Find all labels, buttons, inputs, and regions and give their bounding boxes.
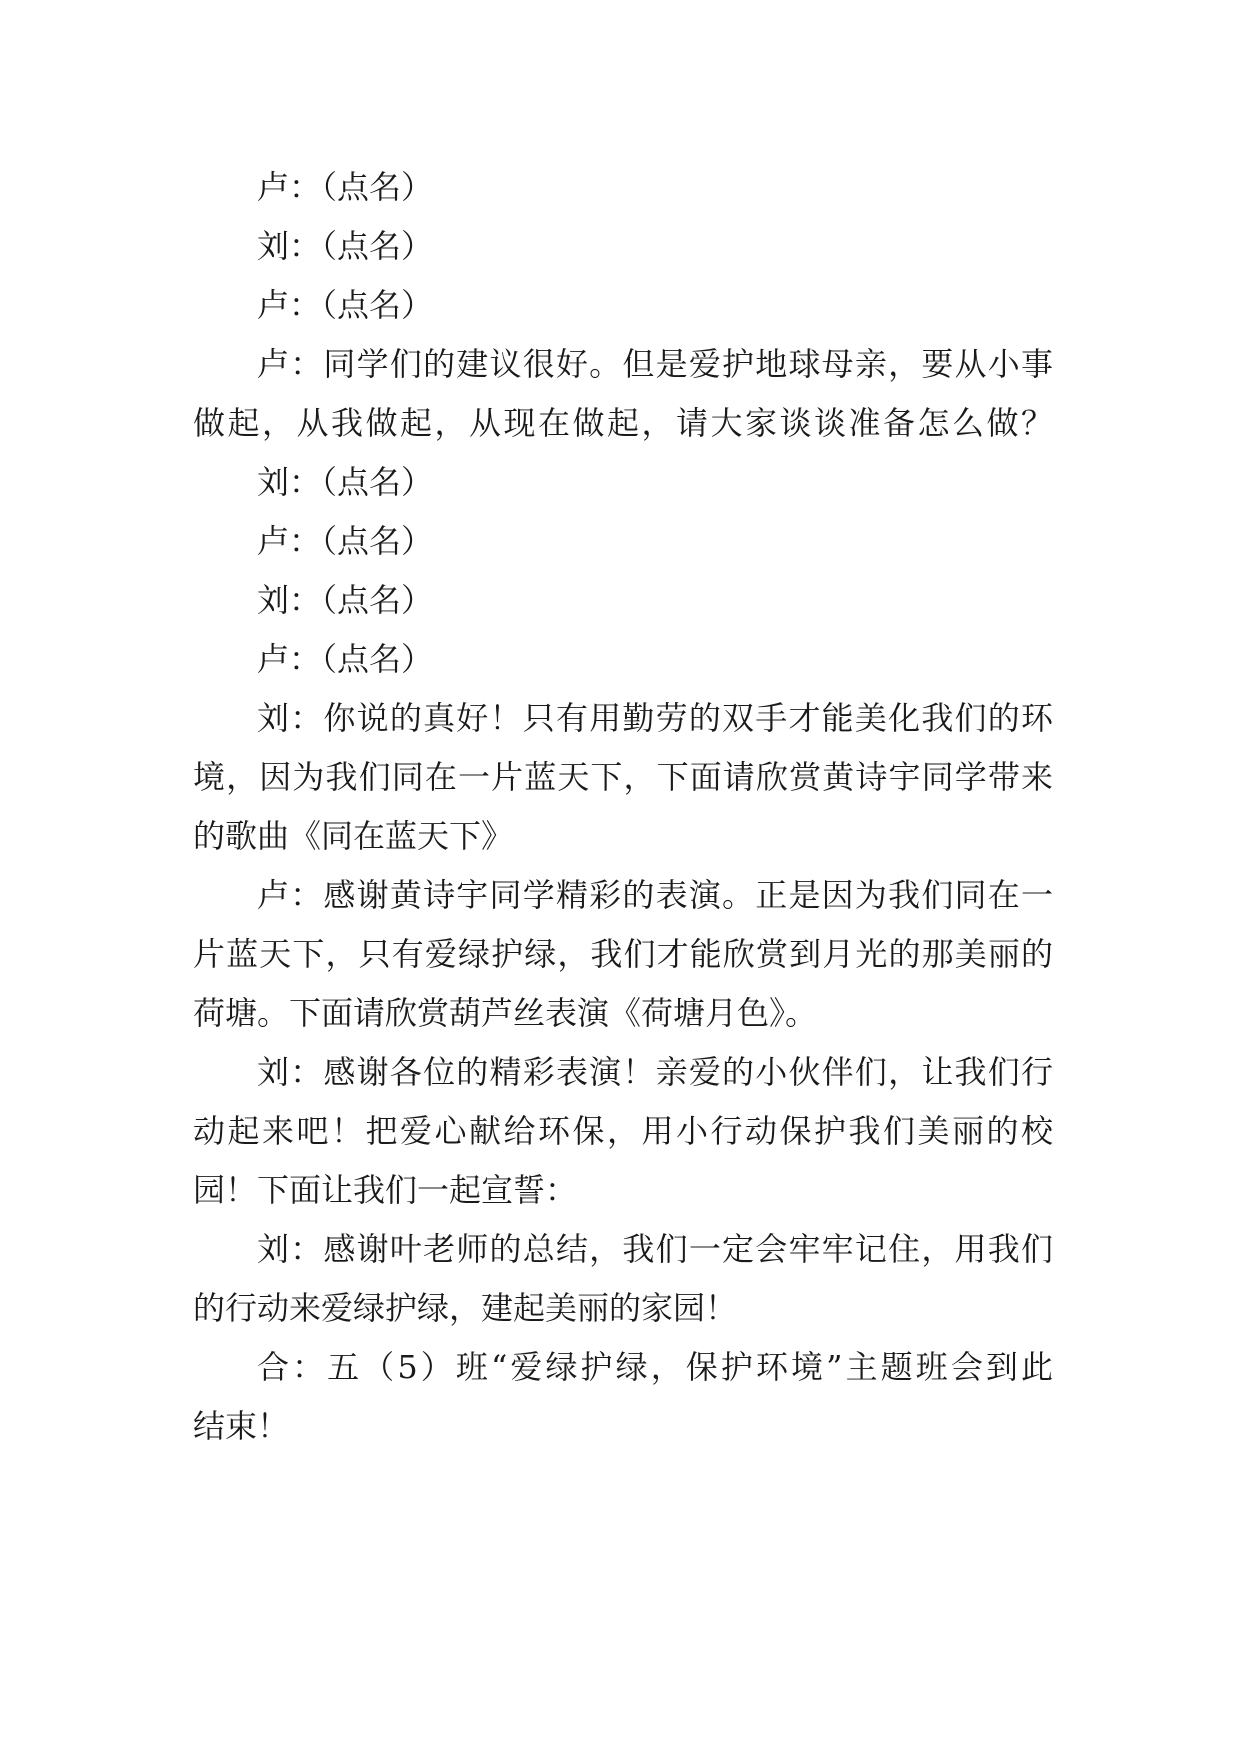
dialogue-line: 卢：（点名） xyxy=(257,640,434,678)
dialogue-line-continued: 的行动来爱绿护绿，建起美丽的家园！ xyxy=(193,1289,738,1327)
dialogue-line-continued: 结束！ xyxy=(193,1407,290,1445)
dialogue-line: 卢：（点名） xyxy=(257,522,434,560)
dialogue-line: 刘：（点名） xyxy=(257,581,434,619)
dialogue-line: 刘：感谢各位的精彩表演！亲爱的小伙伴们，让我们行 xyxy=(257,1053,1053,1091)
dialogue-line: 刘：感谢叶老师的总结，我们一定会牢牢记住，用我们 xyxy=(257,1230,1053,1268)
dialogue-line: 刘：（点名） xyxy=(257,463,434,501)
dialogue-line: 卢：感谢黄诗宇同学精彩的表演。正是因为我们同在一 xyxy=(257,876,1053,914)
dialogue-line-continued: 做起，从我做起，从现在做起，请大家谈谈准备怎么做？ xyxy=(193,404,1053,442)
dialogue-line: 卢：（点名） xyxy=(257,286,434,324)
dialogue-line-continued: 的歌曲《同在蓝天下》 xyxy=(193,817,514,855)
dialogue-line: 合：五（5）班“爱绿护绿，保护环境”主题班会到此 xyxy=(257,1348,1053,1386)
dialogue-line-continued: 境，因为我们同在一片蓝天下，下面请欣赏黄诗宇同学带来 xyxy=(193,758,1053,796)
dialogue-line-continued: 荷塘。下面请欣赏葫芦丝表演《荷塘月色》。 xyxy=(193,994,818,1032)
dialogue-line: 卢：同学们的建议很好。但是爱护地球母亲，要从小事 xyxy=(257,345,1053,383)
dialogue-line: 卢：（点名） xyxy=(257,168,434,206)
dialogue-line: 刘：（点名） xyxy=(257,227,434,265)
script-body xyxy=(193,158,1053,1456)
dialogue-line-continued: 园！下面让我们一起宣誓： xyxy=(193,1171,578,1209)
dialogue-line-continued: 动起来吧！把爱心献给环保，用小行动保护我们美丽的校 xyxy=(193,1112,1053,1150)
dialogue-line: 刘：你说的真好！只有用勤劳的双手才能美化我们的环 xyxy=(257,699,1053,737)
dialogue-line-continued: 片蓝天下，只有爱绿护绿，我们才能欣赏到月光的那美丽的 xyxy=(193,935,1053,973)
